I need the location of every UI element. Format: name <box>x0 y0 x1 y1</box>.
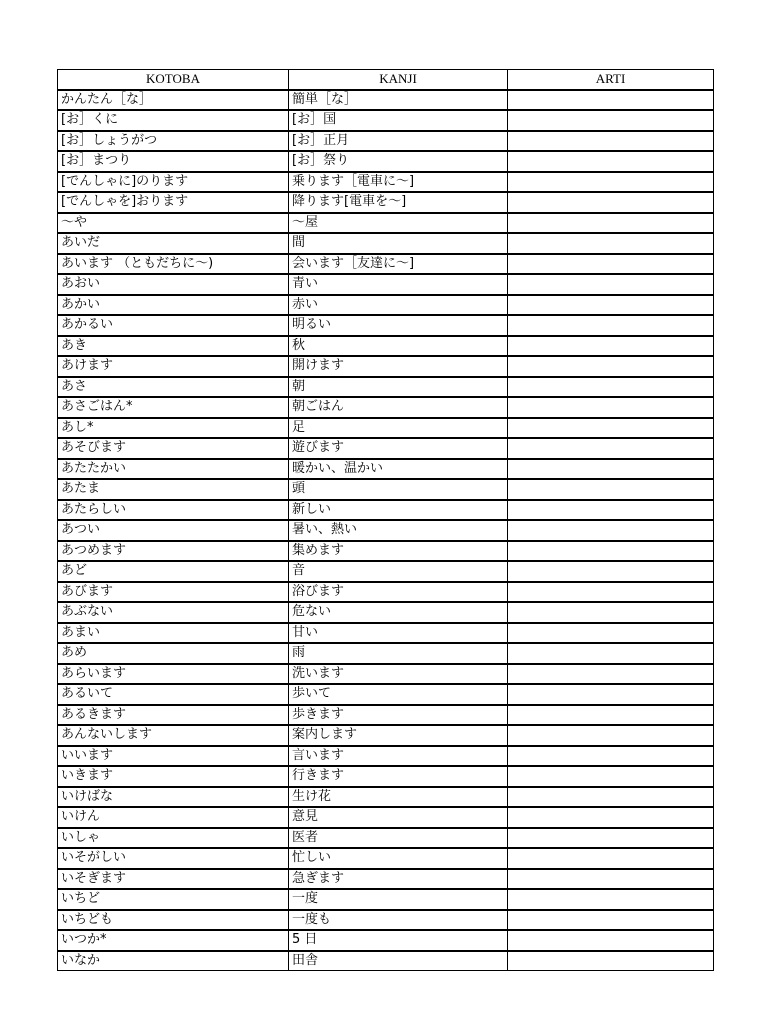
kotoba-cell: あつめます <box>58 541 289 562</box>
kotoba-cell: いつか* <box>58 930 289 951</box>
table-row <box>58 684 714 705</box>
kanji-cell: [お］国 <box>289 110 508 131</box>
kotoba-cell: あけます <box>58 356 289 377</box>
table-header-row <box>58 70 714 90</box>
arti-cell <box>508 623 714 644</box>
kanji-cell: 雨 <box>289 643 508 664</box>
arti-cell <box>508 500 714 521</box>
arti-cell <box>508 110 714 131</box>
kanji-cell: 歩きます <box>289 705 508 726</box>
kotoba-cell: あき <box>58 336 289 357</box>
kotoba-cell: あびます <box>58 582 289 603</box>
kotoba-cell: かんたん［な］ <box>58 90 289 111</box>
table-row <box>58 418 714 439</box>
kotoba-cell: あおい <box>58 274 289 295</box>
table-row <box>58 274 714 295</box>
kanji-cell: 意見 <box>289 807 508 828</box>
arti-cell <box>508 684 714 705</box>
table-row <box>58 869 714 890</box>
table-row <box>58 766 714 787</box>
kotoba-cell: あかるい <box>58 315 289 336</box>
table-row <box>58 397 714 418</box>
table-row <box>58 848 714 869</box>
arti-cell <box>508 582 714 603</box>
kanji-cell: 秋 <box>289 336 508 357</box>
table-row <box>58 438 714 459</box>
kanji-cell: 音 <box>289 561 508 582</box>
arti-cell <box>508 787 714 808</box>
kanji-cell: 生け花 <box>289 787 508 808</box>
kanji-cell: 赤い <box>289 295 508 316</box>
kanji-cell: 遊びます <box>289 438 508 459</box>
kotoba-cell: あそびます <box>58 438 289 459</box>
kanji-cell: 一度も <box>289 910 508 931</box>
table-row <box>58 254 714 275</box>
kotoba-cell: あらいます <box>58 664 289 685</box>
arti-cell <box>508 889 714 910</box>
table-row <box>58 951 714 971</box>
kotoba-cell: あさごはん* <box>58 397 289 418</box>
kotoba-cell: [でんしゃに]のります <box>58 172 289 193</box>
arti-cell <box>508 561 714 582</box>
arti-cell <box>508 274 714 295</box>
kotoba-cell: あたま <box>58 479 289 500</box>
table-row <box>58 172 714 193</box>
arti-cell <box>508 315 714 336</box>
arti-cell <box>508 746 714 767</box>
kanji-cell: 暑い、熱い <box>289 520 508 541</box>
table-row <box>58 213 714 234</box>
table-row <box>58 787 714 808</box>
kanji-cell: 明るい <box>289 315 508 336</box>
table-row <box>58 336 714 357</box>
table-row <box>58 664 714 685</box>
column-header-kanji: KANJI <box>289 70 508 90</box>
table-row <box>58 541 714 562</box>
kotoba-cell: あるきます <box>58 705 289 726</box>
table-row <box>58 377 714 398</box>
kotoba-cell: あんないします <box>58 725 289 746</box>
arti-cell <box>508 356 714 377</box>
table-row <box>58 233 714 254</box>
arti-cell <box>508 213 714 234</box>
kotoba-cell: あど <box>58 561 289 582</box>
kanji-cell: 甘い <box>289 623 508 644</box>
kotoba-cell: いそぎます <box>58 869 289 890</box>
arti-cell <box>508 438 714 459</box>
kanji-cell: 集めます <box>289 541 508 562</box>
arti-cell <box>508 131 714 152</box>
arti-cell <box>508 807 714 828</box>
arti-cell <box>508 602 714 623</box>
arti-cell <box>508 766 714 787</box>
table-row <box>58 930 714 951</box>
kanji-cell: ～屋 <box>289 213 508 234</box>
kotoba-cell: あまい <box>58 623 289 644</box>
kotoba-cell: あし* <box>58 418 289 439</box>
arti-cell <box>508 295 714 316</box>
arti-cell <box>508 397 714 418</box>
arti-cell <box>508 192 714 213</box>
arti-cell <box>508 459 714 480</box>
table-row <box>58 459 714 480</box>
arti-cell <box>508 664 714 685</box>
vocabulary-table <box>57 69 714 971</box>
kanji-cell: 青い <box>289 274 508 295</box>
kanji-cell: 歩いて <box>289 684 508 705</box>
table-row <box>58 131 714 152</box>
arti-cell <box>508 479 714 500</box>
table-row <box>58 192 714 213</box>
table-row <box>58 602 714 623</box>
kanji-cell: 間 <box>289 233 508 254</box>
table-row <box>58 90 714 111</box>
arti-cell <box>508 643 714 664</box>
kotoba-cell: [お］くに <box>58 110 289 131</box>
kotoba-cell: あめ <box>58 643 289 664</box>
kotoba-cell: [お］まつり <box>58 151 289 172</box>
kotoba-cell: いけん <box>58 807 289 828</box>
column-header-arti: ARTI <box>508 70 714 90</box>
table-row <box>58 110 714 131</box>
kanji-cell: 簡単［な］ <box>289 90 508 111</box>
arti-cell <box>508 910 714 931</box>
kotoba-cell: いけばな <box>58 787 289 808</box>
kotoba-cell: いちども <box>58 910 289 931</box>
arti-cell <box>508 725 714 746</box>
kanji-cell: 危ない <box>289 602 508 623</box>
table-row <box>58 705 714 726</box>
kanji-cell: 会います［友達に～] <box>289 254 508 275</box>
kotoba-cell: あるいて <box>58 684 289 705</box>
table-row <box>58 151 714 172</box>
arti-cell <box>508 520 714 541</box>
arti-cell <box>508 418 714 439</box>
kotoba-cell: いいます <box>58 746 289 767</box>
kanji-cell: 急ぎます <box>289 869 508 890</box>
kanji-cell: 乗ります［電車に～] <box>289 172 508 193</box>
kanji-cell: 朝ごはん <box>289 397 508 418</box>
kanji-cell: 5 日 <box>289 930 508 951</box>
kanji-cell: 言います <box>289 746 508 767</box>
kanji-cell: 開けます <box>289 356 508 377</box>
kanji-cell: [お］祭り <box>289 151 508 172</box>
kanji-cell: 新しい <box>289 500 508 521</box>
arti-cell <box>508 172 714 193</box>
kotoba-cell: あいだ <box>58 233 289 254</box>
arti-cell <box>508 541 714 562</box>
kotoba-cell: あいます （ともだちに～) <box>58 254 289 275</box>
table-row <box>58 807 714 828</box>
kanji-cell: 洗います <box>289 664 508 685</box>
kotoba-cell: あたらしい <box>58 500 289 521</box>
table-row <box>58 623 714 644</box>
vocabulary-table-body <box>58 90 714 971</box>
arti-cell <box>508 869 714 890</box>
kotoba-cell: いちど <box>58 889 289 910</box>
kanji-cell: 案内します <box>289 725 508 746</box>
kotoba-cell: いきます <box>58 766 289 787</box>
kotoba-cell: [お］しょうがつ <box>58 131 289 152</box>
table-row <box>58 315 714 336</box>
kanji-cell: 暖かい、温かい <box>289 459 508 480</box>
kotoba-cell: いしゃ <box>58 828 289 849</box>
kotoba-cell: あたたかい <box>58 459 289 480</box>
column-header-kotoba: KOTOBA <box>58 70 289 90</box>
kotoba-cell: あぶない <box>58 602 289 623</box>
kanji-cell: 忙しい <box>289 848 508 869</box>
table-row <box>58 746 714 767</box>
kanji-cell: 朝 <box>289 377 508 398</box>
table-row <box>58 479 714 500</box>
kotoba-cell: ～や <box>58 213 289 234</box>
table-row <box>58 828 714 849</box>
arti-cell <box>508 377 714 398</box>
table-row <box>58 295 714 316</box>
arti-cell <box>508 705 714 726</box>
arti-cell <box>508 233 714 254</box>
kanji-cell: 行きます <box>289 766 508 787</box>
arti-cell <box>508 930 714 951</box>
table-row <box>58 561 714 582</box>
kotoba-cell: いそがしい <box>58 848 289 869</box>
table-row <box>58 725 714 746</box>
arti-cell <box>508 254 714 275</box>
table-row <box>58 889 714 910</box>
kotoba-cell: [でんしゃを]おります <box>58 192 289 213</box>
kotoba-cell: いなか <box>58 951 289 971</box>
arti-cell <box>508 828 714 849</box>
table-row <box>58 356 714 377</box>
kanji-cell: 浴びます <box>289 582 508 603</box>
arti-cell <box>508 336 714 357</box>
table-row <box>58 582 714 603</box>
kotoba-cell: あさ <box>58 377 289 398</box>
kanji-cell: 降ります[電車を～] <box>289 192 508 213</box>
table-row <box>58 910 714 931</box>
kanji-cell: [お］正月 <box>289 131 508 152</box>
kanji-cell: 医者 <box>289 828 508 849</box>
kotoba-cell: あつい <box>58 520 289 541</box>
arti-cell <box>508 951 714 971</box>
kanji-cell: 田舎 <box>289 951 508 971</box>
table-row <box>58 500 714 521</box>
arti-cell <box>508 90 714 111</box>
table-row <box>58 643 714 664</box>
kanji-cell: 足 <box>289 418 508 439</box>
arti-cell <box>508 151 714 172</box>
kanji-cell: 一度 <box>289 889 508 910</box>
kotoba-cell: あかい <box>58 295 289 316</box>
kanji-cell: 頭 <box>289 479 508 500</box>
table-row <box>58 520 714 541</box>
arti-cell <box>508 848 714 869</box>
